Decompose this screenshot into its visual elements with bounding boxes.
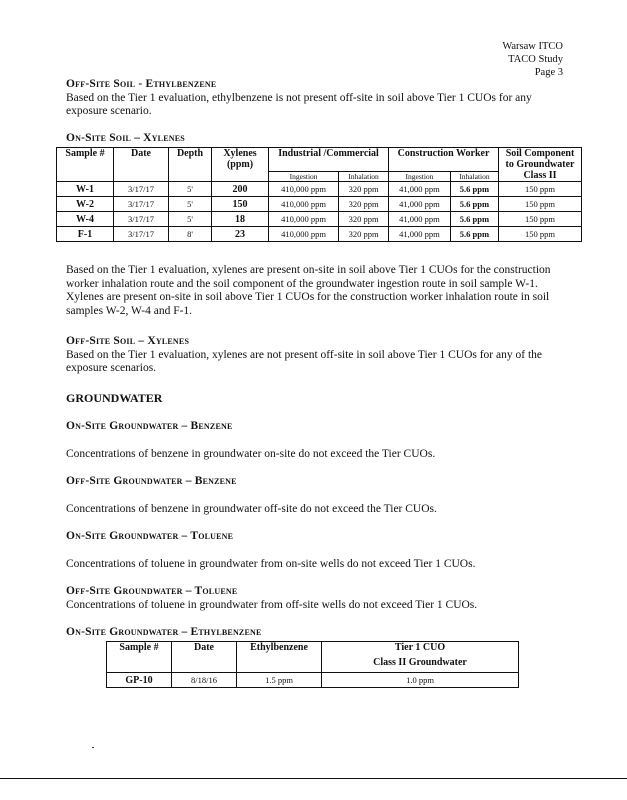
- cell-sample: F-1: [57, 227, 114, 242]
- cell-ind-inhalation: 320 ppm: [339, 197, 389, 212]
- paragraph: Concentrations of benzene in groundwater off-site do not exceed the Tier CUOs.: [66, 502, 437, 515]
- col-tier1-cuo-line1: Tier 1 CUO: [394, 642, 446, 653]
- table-row: [57, 197, 582, 212]
- cell-ind-inhalation: 320 ppm: [339, 182, 389, 197]
- cell-ind-ingestion: 410,000 ppm: [269, 227, 339, 242]
- col-inhalation: Inhalation: [450, 172, 498, 182]
- xylenes-paragraph: [66, 264, 576, 318]
- col-xylenes: Xylenes (ppm): [212, 148, 269, 182]
- cell-date: 3/17/17: [114, 197, 169, 212]
- paragraph: Based on the Tier 1 evaluation, xylenes are not present off-site in soil above Tier 1 CUOs for any of the exposure scenarios.: [66, 348, 542, 374]
- cell-xylenes: 150: [212, 197, 269, 212]
- cell-soil-component: 150 ppm: [499, 227, 582, 242]
- section-offsite-gw-benzene: [66, 475, 576, 516]
- xylenes-soil-table: [56, 147, 582, 242]
- col-industrial: Industrial /Commercial: [269, 148, 389, 172]
- col-tier1-cuo-line2: Class II Groundwater: [373, 657, 467, 668]
- paragraph: Based on the Tier 1 evaluation, ethylbenzene is not present off-site in soil above Tier 1 CUOs for any exposure scenario.: [66, 91, 532, 117]
- cell-con-ingestion: 41,000 ppm: [389, 212, 451, 227]
- cell-date: 3/17/17: [114, 182, 169, 197]
- col-ethylbenzene: Ethylbenzene: [237, 642, 322, 673]
- section-offsite-gw-toluene: [66, 585, 576, 612]
- paragraph: Concentrations of benzene in groundwater on-site do not exceed the Tier CUOs.: [66, 447, 436, 460]
- ethylbenzene-gw-table: [106, 641, 519, 688]
- col-tier1-cuo: [322, 642, 519, 673]
- section-heading: GROUNDWATER: [66, 391, 163, 405]
- cell-ind-inhalation: 320 ppm: [339, 227, 389, 242]
- table-row: [107, 673, 519, 688]
- table-row: [57, 212, 582, 227]
- cell-sample: W-1: [57, 182, 114, 197]
- table-row: [57, 227, 582, 242]
- paragraph: Concentrations of toluene in groundwater from on-site wells do not exceed Tier 1 CUOs.: [66, 557, 476, 570]
- page-header: [502, 40, 563, 79]
- section-groundwater: [66, 392, 576, 406]
- scan-speck: [92, 747, 94, 748]
- table-row: [57, 182, 582, 197]
- cell-sample: W-4: [57, 212, 114, 227]
- cell-ethylbenzene: 1.5 ppm: [237, 673, 322, 688]
- cell-tier1-cuo: 1.0 ppm: [322, 673, 519, 688]
- header-org: Warsaw ITCO: [502, 41, 563, 52]
- cell-depth: 8': [169, 227, 212, 242]
- cell-xylenes: 200: [212, 182, 269, 197]
- cell-con-ingestion: 41,000 ppm: [389, 197, 451, 212]
- cell-con-inhalation: 5.6 ppm: [450, 227, 498, 242]
- col-date: Date: [114, 148, 169, 182]
- cell-sample: W-2: [57, 197, 114, 212]
- cell-ind-inhalation: 320 ppm: [339, 212, 389, 227]
- footer-rule: [0, 778, 627, 779]
- section-heading: Off-Site Groundwater – Benzene: [66, 475, 237, 487]
- cell-xylenes: 18: [212, 212, 269, 227]
- cell-depth: 5': [169, 182, 212, 197]
- col-ingestion: Ingestion: [389, 172, 451, 182]
- section-onsite-gw-benzene: [66, 420, 576, 461]
- header-study: TACO Study: [508, 54, 563, 65]
- cell-soil-component: 150 ppm: [499, 182, 582, 197]
- cell-xylenes: 23: [212, 227, 269, 242]
- col-depth: Depth: [169, 148, 212, 182]
- col-sample: Sample #: [57, 148, 114, 182]
- paragraph: Based on the Tier 1 evaluation, xylenes are present on-site in soil above Tier 1 CUOs for the construction worker inhalation route and the soil component of the groundwater ingestion route in soil sample W-1. Xylenes are present on-site in soil above Tier 1 CUOs for the construction worker inhalation route in soil samples W-2, W-4 and F-1.: [66, 264, 551, 317]
- section-heading: Off-Site Soil – Xylenes: [66, 335, 190, 347]
- col-soil-component: Soil Component to Groundwater Class II: [499, 148, 582, 182]
- cell-ind-ingestion: 410,000 ppm: [269, 212, 339, 227]
- section-heading: On-Site Groundwater – Toluene: [66, 530, 234, 542]
- cell-soil-component: 150 ppm: [499, 212, 582, 227]
- cell-soil-component: 150 ppm: [499, 197, 582, 212]
- col-date: Date: [172, 642, 237, 673]
- section-heading: On-Site Groundwater – Ethylbenzene: [66, 626, 262, 638]
- cell-ind-ingestion: 410,000 ppm: [269, 182, 339, 197]
- section-offsite-soil-ethylbenzene: [66, 78, 576, 119]
- section-heading: Off-Site Soil - Ethylbenzene: [66, 78, 217, 90]
- cell-depth: 5': [169, 197, 212, 212]
- col-sample: Sample #: [107, 642, 172, 673]
- section-onsite-soil-xylenes: [66, 132, 576, 146]
- section-onsite-gw-ethylbenzene: [66, 626, 576, 640]
- cell-con-inhalation: 5.6 ppm: [450, 212, 498, 227]
- cell-con-ingestion: 41,000 ppm: [389, 227, 451, 242]
- cell-date: 3/17/17: [114, 227, 169, 242]
- cell-con-inhalation: 5.6 ppm: [450, 197, 498, 212]
- cell-date: 3/17/17: [114, 212, 169, 227]
- cell-date: 8/18/16: [172, 673, 237, 688]
- cell-sample: GP-10: [107, 673, 172, 688]
- section-heading: On-Site Groundwater – Benzene: [66, 420, 233, 432]
- col-construction: Construction Worker: [389, 148, 499, 172]
- section-heading: On-Site Soil – Xylenes: [66, 132, 185, 144]
- section-onsite-gw-toluene: [66, 530, 576, 571]
- col-inhalation: Inhalation: [339, 172, 389, 182]
- cell-depth: 5': [169, 212, 212, 227]
- cell-con-inhalation: 5.6 ppm: [450, 182, 498, 197]
- section-heading: Off-Site Groundwater – Toluene: [66, 585, 238, 597]
- paragraph: Concentrations of toluene in groundwater from off-site wells do not exceed Tier 1 CUOs.: [66, 598, 478, 611]
- header-page-number: Page 3: [534, 67, 563, 78]
- cell-ind-ingestion: 410,000 ppm: [269, 197, 339, 212]
- section-offsite-soil-xylenes: [66, 335, 576, 376]
- cell-con-ingestion: 41,000 ppm: [389, 182, 451, 197]
- col-ingestion: Ingestion: [269, 172, 339, 182]
